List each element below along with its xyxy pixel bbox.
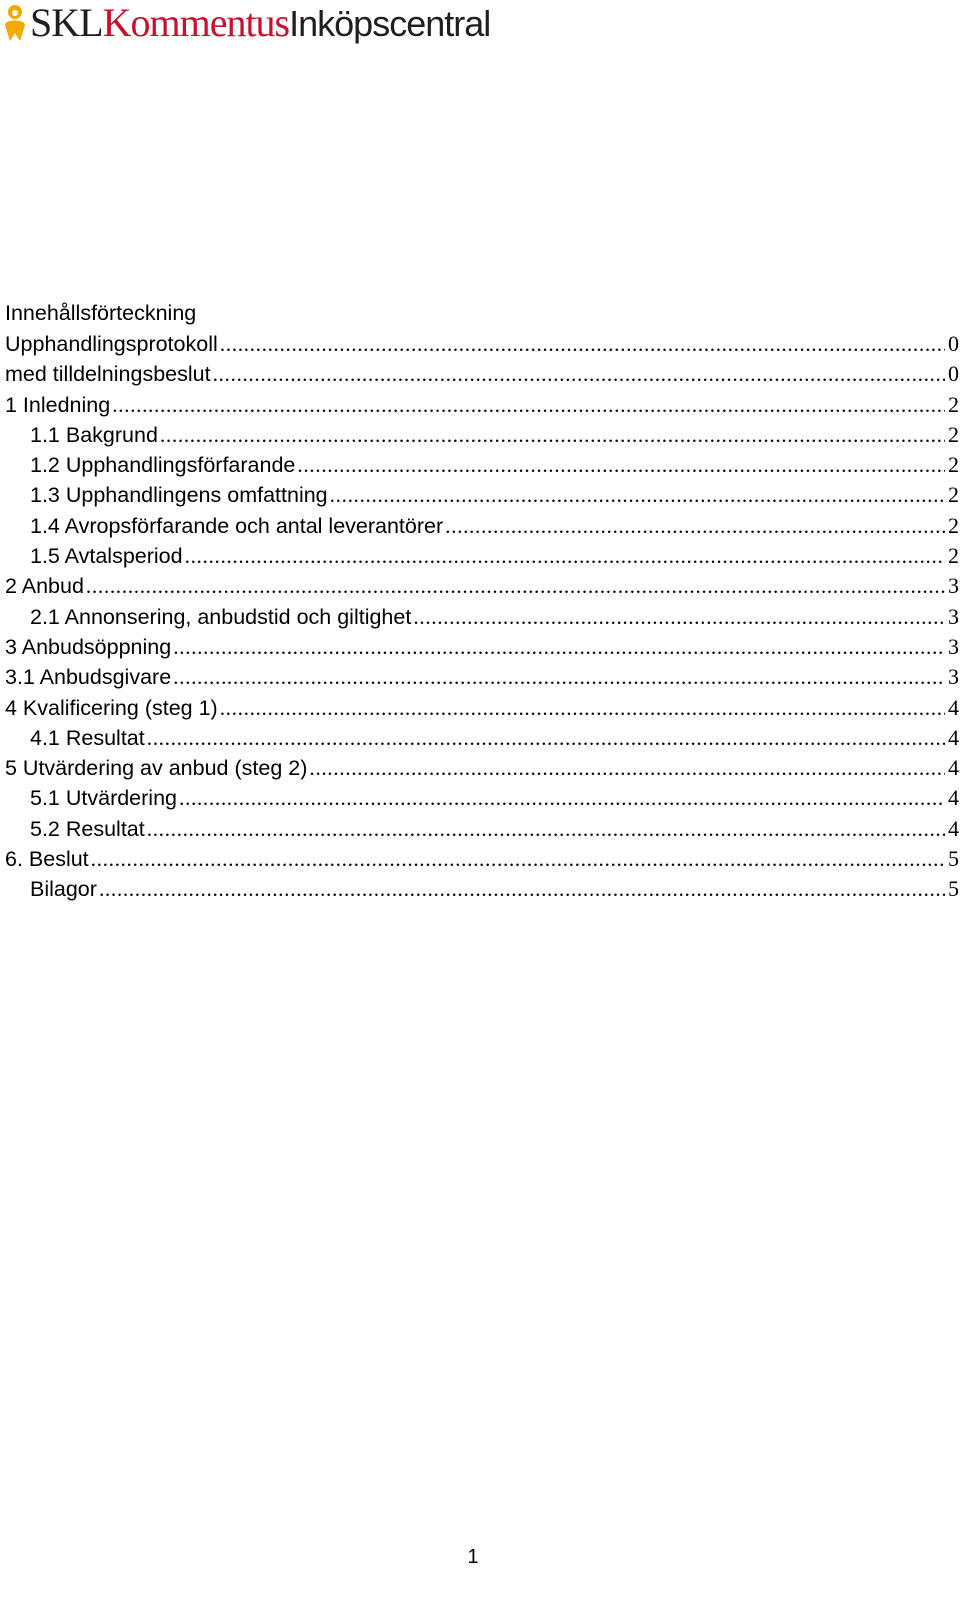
toc-entry[interactable] bbox=[5, 420, 959, 450]
toc-entry-page: 0 bbox=[948, 331, 959, 356]
toc-dot-leader bbox=[160, 420, 945, 450]
toc-entry-page: 2 bbox=[948, 452, 959, 478]
toc-entry-page: 2 bbox=[948, 391, 959, 417]
toc-entry-page: 4 bbox=[948, 755, 959, 781]
toc-entry-label: 1.3 Upphandlingens omfattning bbox=[30, 483, 328, 508]
toc-entry[interactable] bbox=[5, 814, 959, 844]
logo-kommentus-text: Kommentus bbox=[102, 0, 290, 45]
toc-entry-page: 5 bbox=[948, 876, 959, 902]
toc-entry[interactable] bbox=[5, 844, 959, 874]
toc-dot-leader bbox=[445, 511, 945, 541]
toc-entry[interactable] bbox=[5, 541, 959, 571]
logo-wordmark bbox=[30, 0, 491, 45]
toc-entry-label: Bilagor bbox=[30, 877, 97, 902]
toc-entry-page: 5 bbox=[948, 846, 959, 872]
toc-entry-label: Upphandlingsprotokoll bbox=[5, 332, 218, 356]
toc-dot-leader bbox=[86, 571, 945, 601]
toc-entry[interactable] bbox=[5, 390, 959, 420]
toc-entry-label: 4 Kvalificering (steg 1) bbox=[5, 695, 218, 720]
toc-dot-leader bbox=[147, 723, 945, 753]
table-of-contents bbox=[5, 298, 959, 905]
toc-entry-label: 1 Inledning bbox=[5, 392, 111, 417]
toc-entry-page: 2 bbox=[948, 543, 959, 569]
toc-dot-leader bbox=[99, 874, 945, 904]
toc-entry[interactable] bbox=[5, 723, 959, 753]
toc-dot-leader bbox=[297, 450, 945, 480]
toc-entry-label: 3.1 Anbudsgivare bbox=[5, 665, 172, 690]
toc-dot-leader bbox=[413, 602, 945, 632]
toc-entry-label: 1.2 Upphandlingsförfarande bbox=[30, 453, 296, 478]
toc-dot-leader bbox=[309, 753, 945, 783]
toc-entry-label: 1.4 Avropsförfarande och antal leverantörer bbox=[30, 513, 444, 538]
toc-entry[interactable] bbox=[5, 783, 959, 813]
toc-entry-label: 5.1 Utvärdering bbox=[30, 786, 177, 811]
toc-entry-label: 6. Beslut bbox=[5, 847, 89, 872]
toc-list bbox=[5, 329, 959, 905]
toc-entry-page: 3 bbox=[948, 603, 959, 629]
toc-entry-page: 4 bbox=[948, 694, 959, 720]
toc-entry-label: 2.1 Annonsering, anbudstid och giltighet bbox=[30, 604, 412, 629]
logo-inkopscentral-text: Inköpscentral bbox=[289, 2, 491, 44]
toc-entry[interactable] bbox=[5, 632, 959, 662]
logo-skl-text: SKL bbox=[30, 0, 103, 45]
toc-entry[interactable] bbox=[5, 329, 959, 359]
toc-dot-leader bbox=[185, 541, 945, 571]
toc-entry[interactable] bbox=[5, 602, 959, 632]
toc-entry-label: 1.5 Avtalsperiod bbox=[30, 544, 183, 569]
toc-entry[interactable] bbox=[5, 693, 959, 723]
toc-dot-leader bbox=[213, 359, 945, 389]
toc-dot-leader bbox=[173, 662, 945, 692]
toc-entry[interactable] bbox=[5, 450, 959, 480]
toc-entry-page: 4 bbox=[948, 785, 959, 811]
toc-entry-label: 5.2 Resultat bbox=[30, 816, 145, 841]
toc-entry-page: 0 bbox=[948, 361, 959, 387]
toc-entry[interactable] bbox=[5, 753, 959, 783]
toc-entry-page: 3 bbox=[948, 664, 959, 690]
toc-entry[interactable] bbox=[5, 480, 959, 510]
brand-logo bbox=[2, 0, 490, 46]
toc-entry[interactable] bbox=[5, 571, 959, 601]
toc-entry-page: 2 bbox=[948, 512, 959, 538]
toc-dot-leader bbox=[112, 390, 945, 420]
toc-entry[interactable] bbox=[5, 874, 959, 904]
toc-dot-leader bbox=[220, 693, 945, 723]
toc-dot-leader bbox=[220, 329, 945, 359]
toc-entry-page: 4 bbox=[948, 724, 959, 750]
toc-dot-leader bbox=[147, 814, 945, 844]
toc-dot-leader bbox=[179, 783, 945, 813]
toc-entry-page: 2 bbox=[948, 421, 959, 447]
toc-entry-page: 2 bbox=[948, 482, 959, 508]
toc-entry-page: 3 bbox=[948, 573, 959, 599]
toc-dot-leader bbox=[330, 480, 945, 510]
toc-entry[interactable] bbox=[5, 662, 959, 692]
toc-entry-label: 1.1 Bakgrund bbox=[30, 422, 158, 447]
toc-entry-page: 4 bbox=[948, 815, 959, 841]
toc-entry[interactable] bbox=[5, 511, 959, 541]
toc-entry-page: 3 bbox=[948, 633, 959, 659]
toc-entry-label: med tilldelningsbeslut bbox=[5, 362, 211, 387]
toc-entry-label: 5 Utvärdering av anbud (steg 2) bbox=[5, 756, 308, 781]
person-figure-icon bbox=[2, 3, 28, 43]
toc-entry-label: 3 Anbudsöppning bbox=[5, 634, 172, 659]
page-number: 1 bbox=[467, 1546, 479, 1568]
toc-heading: Innehållsförteckning bbox=[5, 301, 197, 325]
toc-entry-label: 4.1 Resultat bbox=[30, 725, 145, 750]
toc-dot-leader bbox=[173, 632, 945, 662]
toc-dot-leader bbox=[91, 844, 945, 874]
toc-entry[interactable] bbox=[5, 359, 959, 389]
toc-entry-label: 2 Anbud bbox=[5, 574, 84, 599]
